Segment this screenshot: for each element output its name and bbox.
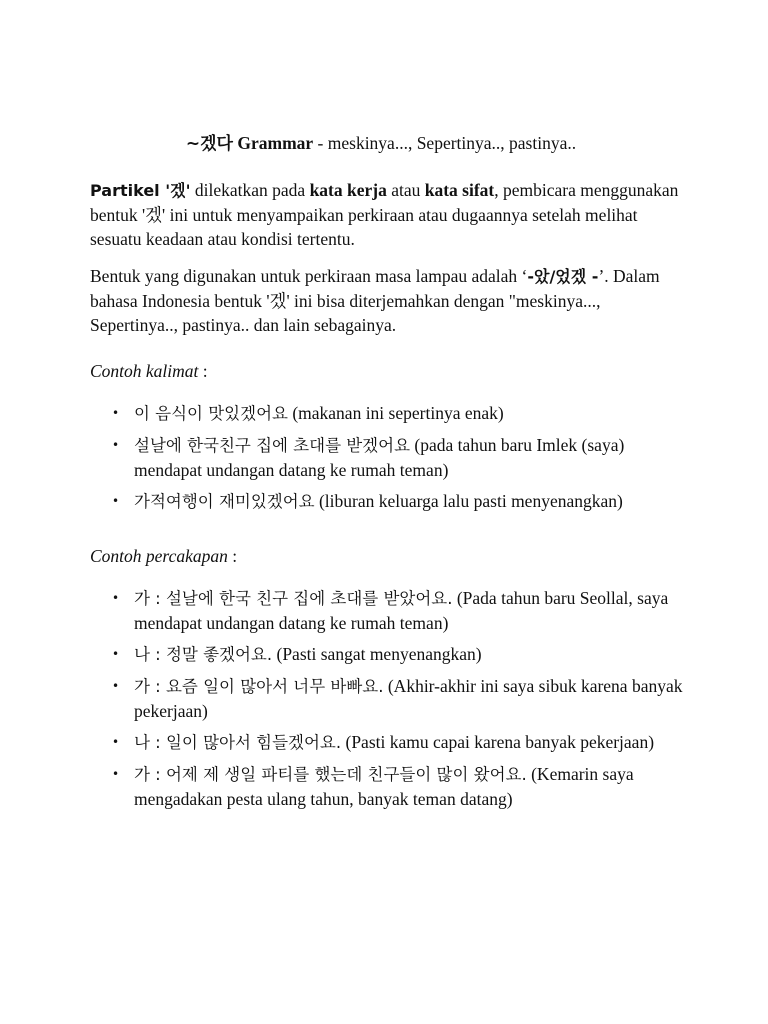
translation: (Pada tahun baru Seollal, saya mendapat undangan datang ke rumah teman) xyxy=(134,588,669,633)
text-segment: dilekatkan pada xyxy=(190,180,310,200)
heading-label: Contoh kalimat xyxy=(90,361,199,381)
heading-contoh-kalimat xyxy=(90,359,690,383)
heading-colon: : xyxy=(198,361,208,381)
korean-sentence: 이 음식이 맛있겠어요 xyxy=(134,404,288,423)
list-item xyxy=(90,586,690,635)
title-rest: - meskinya..., Sepertinya.., pastinya.. xyxy=(313,133,577,153)
korean-sentence: 가 : 설날에 한국 친구 집에 초대를 받았어요. xyxy=(134,589,453,608)
translation: (liburan keluarga lalu pasti menyenangkan) xyxy=(314,491,623,511)
list-item xyxy=(90,730,690,755)
text-segment: Bentuk yang digunakan untuk perkiraan masa lampau adalah ‘ xyxy=(90,266,528,286)
title-korean-prefix: ~겠다 xyxy=(185,134,233,154)
list-item xyxy=(90,401,690,426)
korean-sentence: 가 : 어제 제 생일 파티를 했는데 친구들이 많이 왔어요. xyxy=(134,765,527,784)
korean-sentence: 나 : 일이 많아서 힘들겠어요. xyxy=(134,733,342,752)
translation: (pada tahun baru Imlek (saya) mendapat undangan datang ke rumah teman) xyxy=(134,435,625,480)
translation: (makanan ini sepertinya enak) xyxy=(287,403,504,423)
bold-kata-sifat: kata sifat xyxy=(424,180,495,200)
korean-sentence: 가적여행이 재미있겠어요 xyxy=(134,492,315,511)
document-title xyxy=(90,131,690,156)
translation: (Pasti kamu capai karena banyak pekerjaan) xyxy=(341,732,655,752)
list-item xyxy=(90,642,690,667)
sentence-example-list xyxy=(90,401,690,514)
list-item xyxy=(90,433,690,482)
translation: (Kemarin saya mengadakan pesta ulang tahun, banyak teman datang) xyxy=(134,764,634,809)
conversation-example-list xyxy=(90,586,690,811)
heading-colon: : xyxy=(227,546,238,566)
bold-partikel: Partikel '겠' xyxy=(90,181,191,200)
heading-label: Contoh percakapan xyxy=(90,546,228,566)
bold-past-suffix: -았/었겠 - xyxy=(527,267,599,286)
text-segment: ’. Dalam bahasa Indonesia bentuk '겠' ini bisa diterjemahkan dengan "meskinya..., Sepertinya.., pastinya.. dan lain sebagainya. xyxy=(90,266,660,335)
list-item xyxy=(90,674,690,723)
text-segment: , pembicara menggunakan bentuk '겠' ini untuk menyampaikan perkiraan atau dugaannya setelah melihat sesuatu keadaan atau kondisi tertentu. xyxy=(90,180,679,249)
bold-kata-kerja: kata kerja xyxy=(309,180,387,200)
list-item xyxy=(90,489,690,514)
korean-sentence: 나 : 정말 좋겠어요. xyxy=(134,645,273,664)
text-segment: atau xyxy=(386,180,425,200)
list-item xyxy=(90,762,690,811)
korean-sentence: 가 : 요즘 일이 많아서 너무 바빠요. xyxy=(134,677,384,696)
paragraph-past-form xyxy=(90,264,690,337)
title-grammar-word: Grammar xyxy=(232,133,314,153)
heading-contoh-percakapan xyxy=(90,544,690,568)
paragraph-definition xyxy=(90,178,690,251)
korean-sentence: 설날에 한국친구 집에 초대를 받겠어요 xyxy=(134,436,411,455)
translation: (Pasti sangat menyenangkan) xyxy=(272,644,482,664)
document-page xyxy=(90,131,690,841)
translation: (Akhir-akhir ini saya sibuk karena banyak pekerjaan) xyxy=(134,676,683,721)
